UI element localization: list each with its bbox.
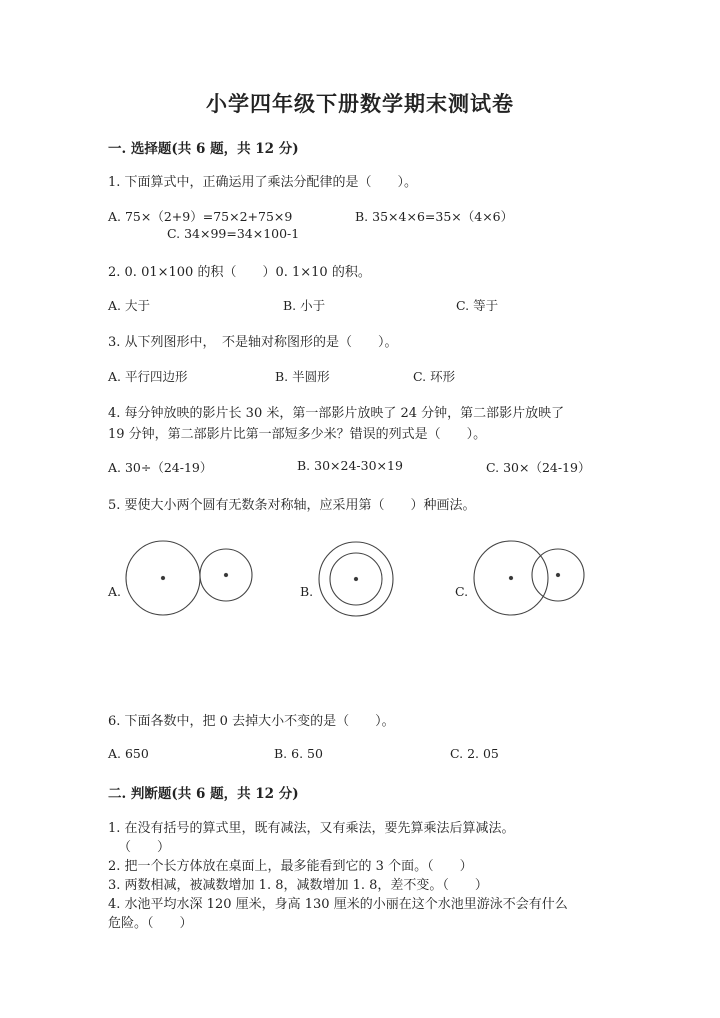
judgement-3: 3. 两数相减，被减数增加 1. 8，减数增加 1. 8，差不变。（ ） [108,878,488,893]
question-3-option-b: B. 半圆形 [275,369,330,384]
question-3-option-c: C. 环形 [413,369,456,384]
question-4-option-b: B. 30×24-30×19 [297,458,403,473]
question-1-stem: 1. 下面算式中，正确运用了乘法分配律的是（ ）。 [108,175,418,190]
question-3-option-a: A. 平行四边形 [108,369,188,384]
judgement-2: 2. 把一个长方体放在桌面上，最多能看到它的 3 个面。（ ） [108,859,473,874]
question-3-stem: 3. 从下列图形中， 不是轴对称图形的是（ ）。 [108,335,398,350]
question-2-option-c: C. 等于 [456,298,499,313]
question-2-option-a: A. 大于 [108,298,150,313]
figure-label-c: C. [455,584,469,599]
question-2-option-b: B. 小于 [283,298,326,313]
question-4-stem-line-1: 4. 每分钟放映的影片长 30 米，第一部影片放映了 24 分钟，第二部影片放映了 [108,406,565,421]
question-4-stem-line-2: 19 分钟，第二部影片比第一部短多少米？错误的列式是（ ）。 [108,427,487,442]
judgement-4-line-2: 危险。（ ） [108,916,193,931]
question-5-stem: 5. 要使大小两个圆有无数条对称轴，应采用第（ ）种画法。 [108,498,476,513]
question-1-option-a: A. 75×（2+9）=75×2+75×9 [108,209,293,224]
question-4-option-c: C. 30×（24-19） [486,460,591,475]
question-1-option-b: B. 35×4×6=35×（4×6） [355,209,514,224]
figure-a-large-center [161,576,164,579]
section-heading-choice: 一. 选择题(共 6 题，共 12 分) [108,141,299,157]
circle-figures [0,530,720,640]
question-6-stem: 6. 下面各数中，把 0 去掉大小不变的是（ ）。 [108,714,395,729]
judgement-1-line-1: 1. 在没有括号的算式里，既有减法，又有乘法，要先算乘法后算减法。 [108,821,515,836]
figure-a-circles [126,541,252,615]
question-1-option-c: C. 34×99=34×100-1 [167,226,300,241]
page-title: 小学四年级下册数学期末测试卷 [206,91,514,116]
question-6-option-b: B. 6. 50 [274,746,323,761]
figure-c-large-center [509,576,512,579]
figure-a-small-center [224,573,227,576]
section-heading-judgement: 二. 判断题(共 6 题，共 12 分) [108,786,299,802]
figure-c-circles [474,541,584,615]
judgement-4-line-1: 4. 水池平均水深 120 厘米，身高 130 厘米的小丽在这个水池里游泳不会有什么 [108,897,568,912]
question-4-option-a: A. 30÷（24-19） [108,460,213,475]
figure-label-b: B. [300,584,314,599]
figure-b-circles [319,542,393,616]
figure-label-a: A. [108,584,122,599]
judgement-1-line-2: （ ） [118,840,171,855]
question-6-option-a: A. 650 [108,746,149,761]
question-6-option-c: C. 2. 05 [450,746,499,761]
question-2-stem: 2. 0. 01×100 的积（ ）0. 1×10 的积。 [108,265,371,280]
figure-c-small-center [556,573,559,576]
figure-b-center [354,577,357,580]
